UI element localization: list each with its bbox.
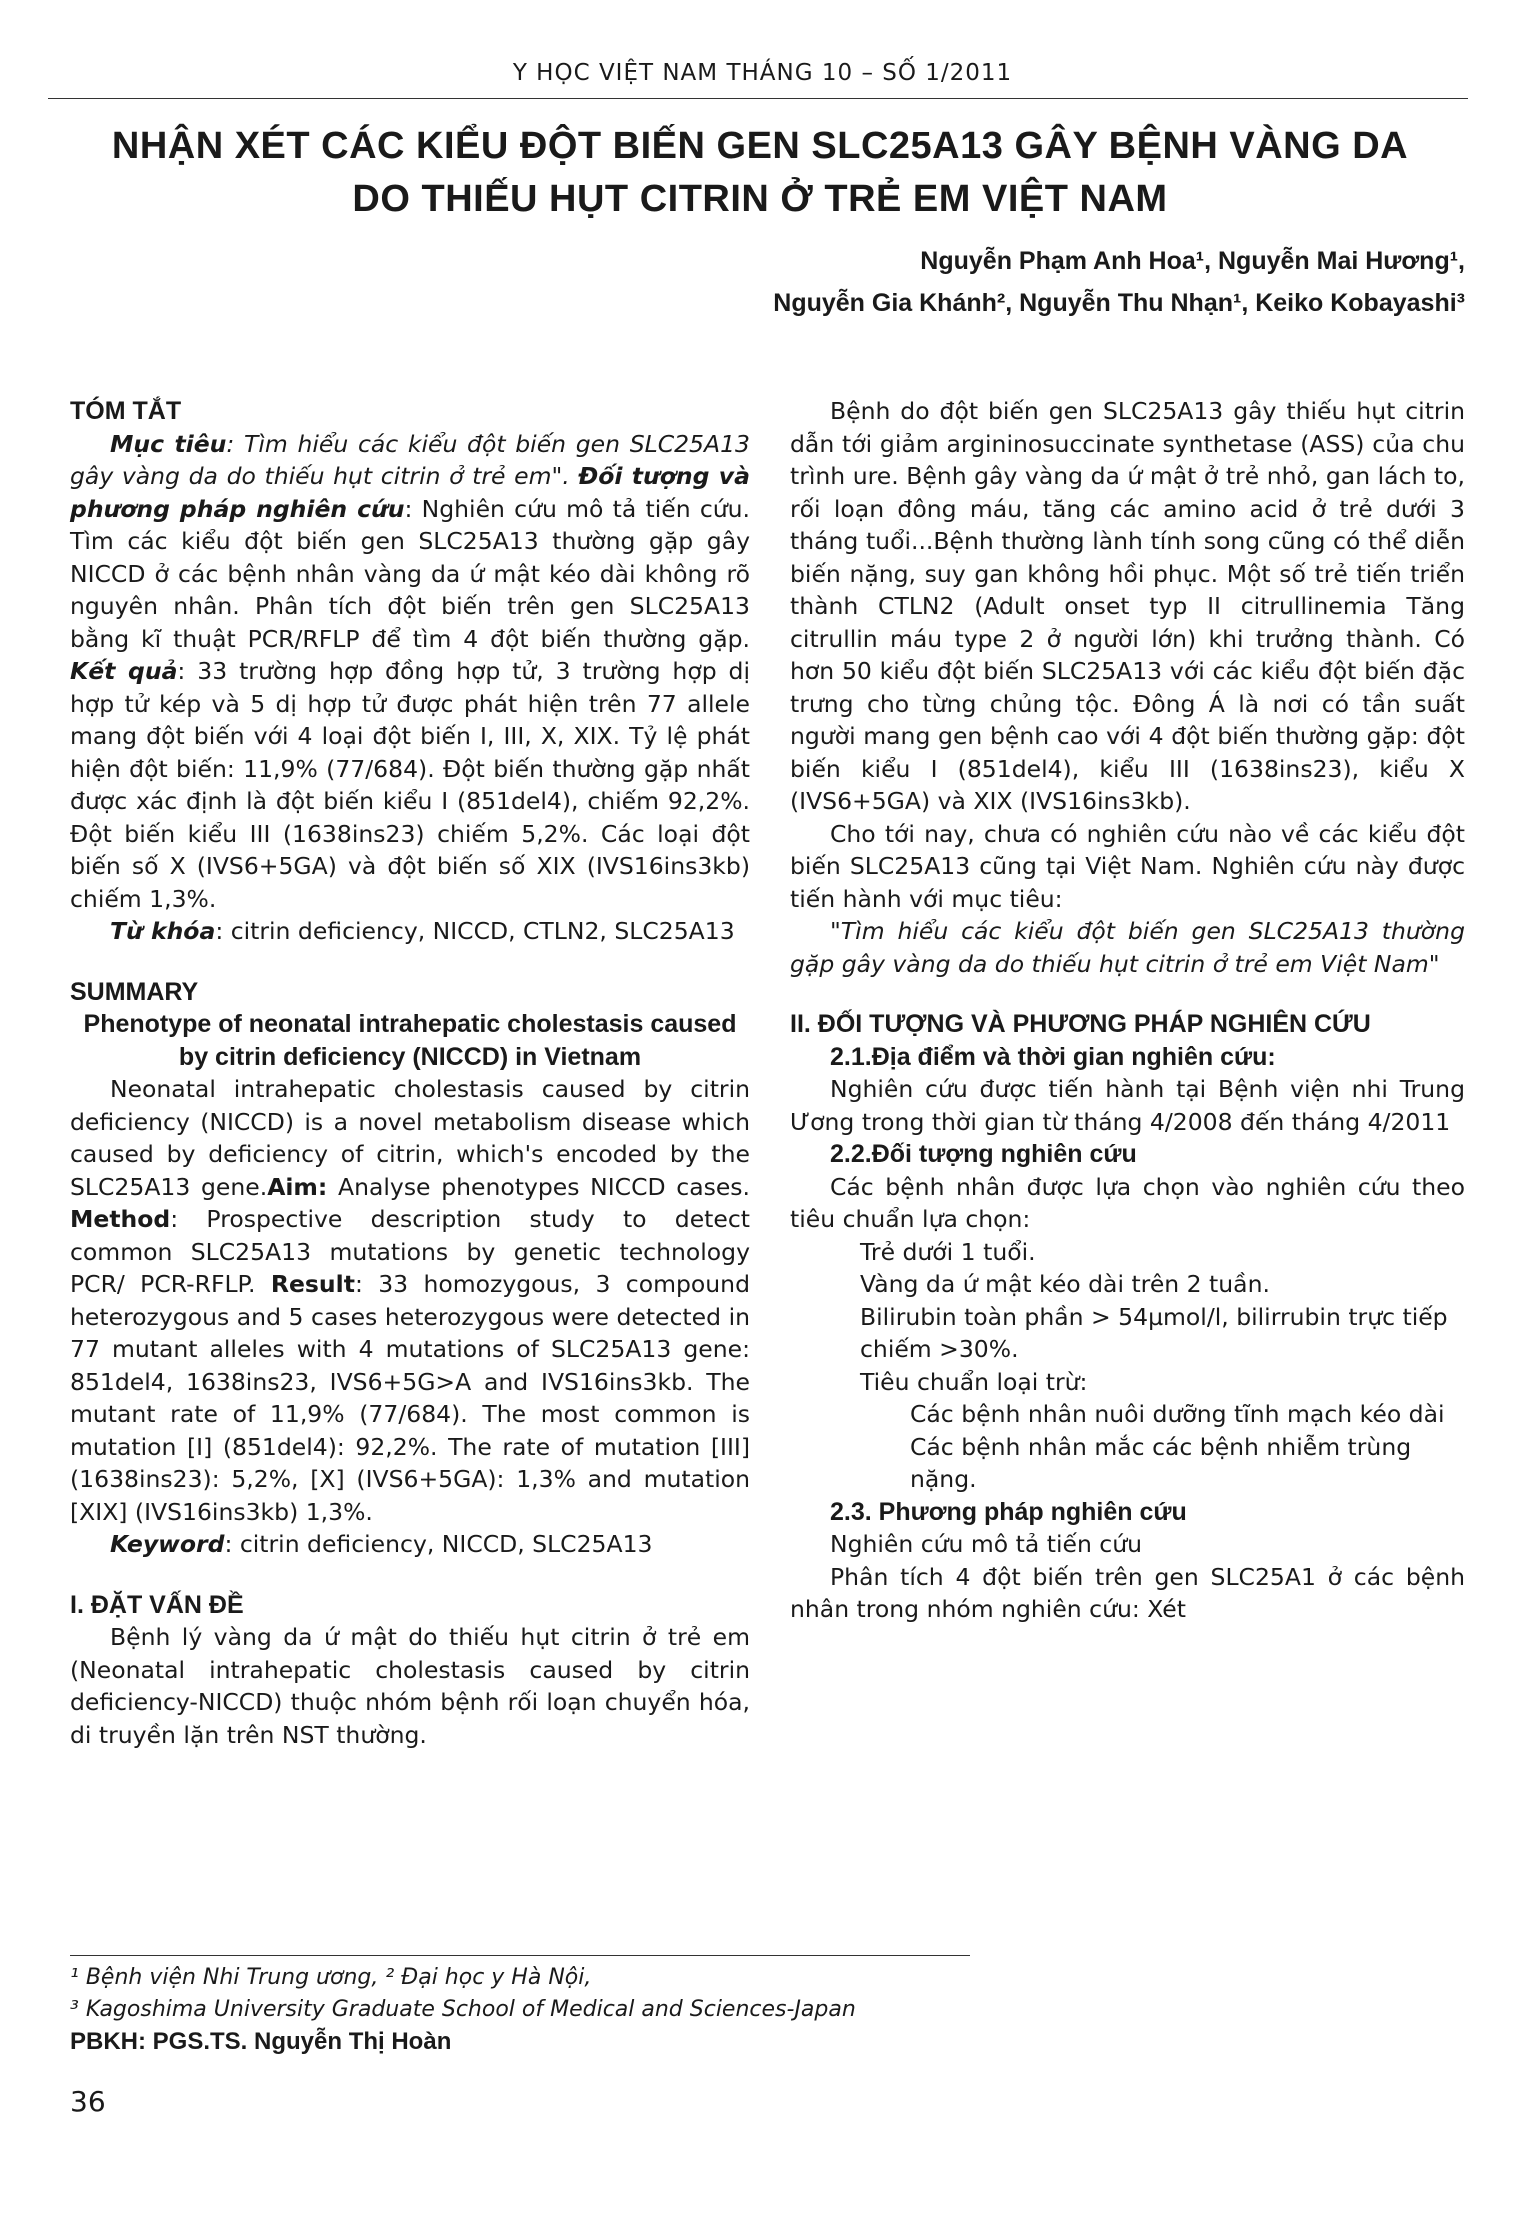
header-rule xyxy=(48,98,1468,99)
title-line-2: DO THIẾU HỤT CITRIN Ở TRẺ EM VIỆT NAM xyxy=(352,178,1168,220)
method-label: Method xyxy=(70,1205,171,1233)
abstract-vi-heading: TÓM TẮT xyxy=(70,397,182,425)
abstract-vi-keywords xyxy=(70,915,750,948)
reviewer-line: PBKH: PGS.TS. Nguyễn Thị Hoàn xyxy=(70,2028,452,2055)
article-title xyxy=(60,120,1460,226)
left-column xyxy=(70,395,750,1751)
section1-objective-quote: "Tìm hiểu các kiểu đột biến gen SLC25A13 thường gặp gây vàng da do thiếu hụt citrin ở trẻ em Việt Nam" xyxy=(790,917,1465,978)
section1-heading: I. ĐẶT VẤN ĐỀ xyxy=(70,1590,244,1619)
aim-text: Analyse phenotypes NICCD cases. xyxy=(327,1172,751,1201)
summary-body xyxy=(70,1073,750,1528)
journal-header: Y HỌC VIỆT NAM THÁNG 10 – SỐ 1/2011 xyxy=(512,60,1013,86)
inclusion-criterion-2: Vàng da ứ mật kéo dài trên 2 tuần. xyxy=(860,1270,1270,1298)
objective-text: : Tìm hiểu các kiểu đột biến gen SLC25A13 gây vàng da do thiếu hụt citrin ở trẻ em". xyxy=(70,429,750,490)
footnote-affiliations-1: ¹ Bệnh viện Nhi Trung ương, ² Đại học y Hà Nội, xyxy=(70,1965,592,1990)
authors-line-2: Nguyễn Gia Khánh², Nguyễn Thu Nhạn¹, Keiko Kobayashi³ xyxy=(773,289,1465,317)
footnote-rule xyxy=(70,1955,970,1956)
keywords-label: Từ khóa xyxy=(110,917,216,945)
keyword-text: : citrin deficiency, NICCD, SLC25A13 xyxy=(224,1530,653,1558)
footnotes xyxy=(70,1962,856,2058)
exclusion-criterion-2: Các bệnh nhân mắc các bệnh nhiễm trùng nặng. xyxy=(910,1432,1412,1493)
result-text: : 33 homozygous, 3 compound heterozygous and 5 cases heterozygous were detected in 77 mutant alleles with 4 mutations of SLC25A13 gene: 851del4, 1638ins23, IVS6+5G>A and IVS16ins3kb. The mutant rate of 11,9% (77/684). The most common is mutation [I] (851del4): 92,2%. The rate of mutation [III] (1638ins23): 5,2%, [X] (IVS6+5GA): 1,3% and mutation [XIX] (IVS16ins3kb) 1,3%. xyxy=(70,1270,750,1526)
authors-line-1: Nguyễn Phạm Anh Hoa¹, Nguyễn Mai Hương¹, xyxy=(920,247,1465,275)
title-line-1: NHẬN XÉT CÁC KIỂU ĐỘT BIẾN GEN SLC25A13 GÂY BỆNH VÀNG DA xyxy=(111,125,1409,167)
methods-text: : Nghiên cứu mô tả tiến cứu. Tìm các kiểu đột biến gen SLC25A13 thường gặp gây NICCD ở các bệnh nhân vàng da ứ mật kéo dài không rõ nguyên nhân. Phân tích đột biến trên gen SLC25A13 bằng kĩ thuật PCR/RFLP để tìm 4 đột biến thường gặp. xyxy=(70,494,751,653)
inclusion-criterion-3: Bilirubin toàn phần > 54µmol/l, bilirrubin trực tiếp chiếm >30%. xyxy=(860,1302,1448,1363)
subsection-2-3-heading: 2.3. Phương pháp nghiên cứu xyxy=(830,1497,1187,1526)
page-number: 36 xyxy=(70,2085,106,2118)
subsection-2-1-heading: 2.1.Địa điểm và thời gian nghiên cứu: xyxy=(830,1042,1276,1071)
abstract-vi-objective xyxy=(70,428,750,916)
objective-label: Mục tiêu xyxy=(110,429,227,458)
methods-label: Đối tượng và phương pháp nghiên cứu xyxy=(70,462,750,523)
exclusion-heading: Tiêu chuẩn loại trừ: xyxy=(860,1367,1088,1396)
subsection-2-3-text-2: Phân tích 4 đột biến trên gen SLC25A1 ở các bệnh nhân trong nhóm nghiên cứu: Xét xyxy=(790,1562,1465,1623)
footnote-affiliations-2: ³ Kagoshima University Graduate School of Medical and Sciences-Japan xyxy=(70,1997,856,2022)
subsection-2-1-text: Nghiên cứu được tiến hành tại Bệnh viện nhi Trung Ương trong thời gian từ tháng 4/2008 đến tháng 4/2011 xyxy=(790,1075,1465,1136)
subsection-2-2-text: Các bệnh nhân được lựa chọn vào nghiên cứu theo tiêu chuẩn lựa chọn: xyxy=(790,1172,1465,1233)
summary-intro: Neonatal intrahepatic cholestasis caused by citrin deficiency (NICCD) is a novel metabolism disease which caused by deficiency of citrin, which's encoded by the SLC25A13 gene. xyxy=(70,1075,750,1201)
authors xyxy=(773,240,1465,324)
keywords-text: : citrin deficiency, NICCD, CTLN2, SLC25A13 xyxy=(215,917,735,945)
summary-heading: SUMMARY xyxy=(70,977,199,1006)
section1-paragraph-3: Cho tới nay, chưa có nghiên cứu nào về các kiểu đột biến SLC25A13 cũng tại Việt Nam. Nghiên cứu này được tiến hành với mục tiêu: xyxy=(790,819,1465,913)
section1-paragraph-1: Bệnh lý vàng da ứ mật do thiếu hụt citrin ở trẻ em (Neonatal intrahepatic cholestasis caused by citrin deficiency-NICCD) thuộc nhóm bệnh rối loạn chuyển hóa, di truyền lặn trên NST thường. xyxy=(70,1623,750,1749)
inclusion-criterion-1: Trẻ dưới 1 tuổi. xyxy=(860,1237,1036,1266)
right-column xyxy=(790,395,1465,1626)
section1-paragraph-2: Bệnh do đột biến gen SLC25A13 gây thiếu hụt citrin dẫn tới giảm argininosuccinate synthetase (ASS) của chu trình ure. Bệnh gây vàng da ứ mật ở trẻ nhỏ, gan lách to, rối loạn đông máu, tăng các amino acid ở trẻ dưới 3 tháng tuổi...Bệnh thường lành tính song cũng có thể diễn biến nặng, suy gan không hồi phục. Một số trẻ tiến triển thành CTLN2 (Adult onset typ II citrullinemia Tăng citrullin máu type 2 ở người lớn) khi trưởng thành. Có hơn 50 kiểu đột biến SLC25A13 với các kiểu đột biến đặc trưng cho từng chủng tộc. Đông Á là nơi có tần suất người mang gen bệnh cao với 4 đột biến thường gặp: đột biến kiểu I (851del4), kiểu III (1638ins23), kiểu X (IVS6+5GA) và XIX (IVS16ins3kb). xyxy=(790,397,1465,815)
results-label: Kết quả xyxy=(70,657,178,685)
summary-title: Phenotype of neonatal intrahepatic cholestasis caused by citrin deficiency (NICCD) in Vietnam xyxy=(83,1010,737,1071)
subsection-2-2-heading: 2.2.Đối tượng nghiên cứu xyxy=(830,1140,1137,1168)
results-text: : 33 trường hợp đồng hợp tử, 3 trường hợp dị hợp tử kép và 5 dị hợp tử được phát hiện trên 77 allele mang đột biến với 4 loại đột biến I, III, X, XIX. Tỷ lệ phát hiện đột biến: 11,9% (77/684). Đột biến thường gặp nhất được xác định là đột biến kiểu I (851del4), chiếm 92,2%. Đột biến kiểu III (1638ins23) chiếm 5,2%. Các loại đột biến số X (IVS6+5GA) và đột biến số XIX (IVS16ins3kb) chiếm 1,3%. xyxy=(70,657,750,913)
subsection-2-3-text-1: Nghiên cứu mô tả tiến cứu xyxy=(830,1530,1143,1558)
exclusion-criterion-1: Các bệnh nhân nuôi dưỡng tĩnh mạch kéo dài xyxy=(910,1400,1445,1428)
keyword-label: Keyword xyxy=(110,1530,225,1558)
section2-heading: II. ĐỐI TƯỢNG VÀ PHƯƠNG PHÁP NGHIÊN CỨU xyxy=(790,1010,1371,1038)
aim-label: Aim: xyxy=(267,1172,328,1201)
summary-keywords xyxy=(70,1528,750,1561)
method-text: : Prospective description study to detect common SLC25A13 mutations by genetic technology PCR/ PCR-RFLP. xyxy=(70,1205,750,1298)
result-label: Result xyxy=(270,1270,355,1298)
